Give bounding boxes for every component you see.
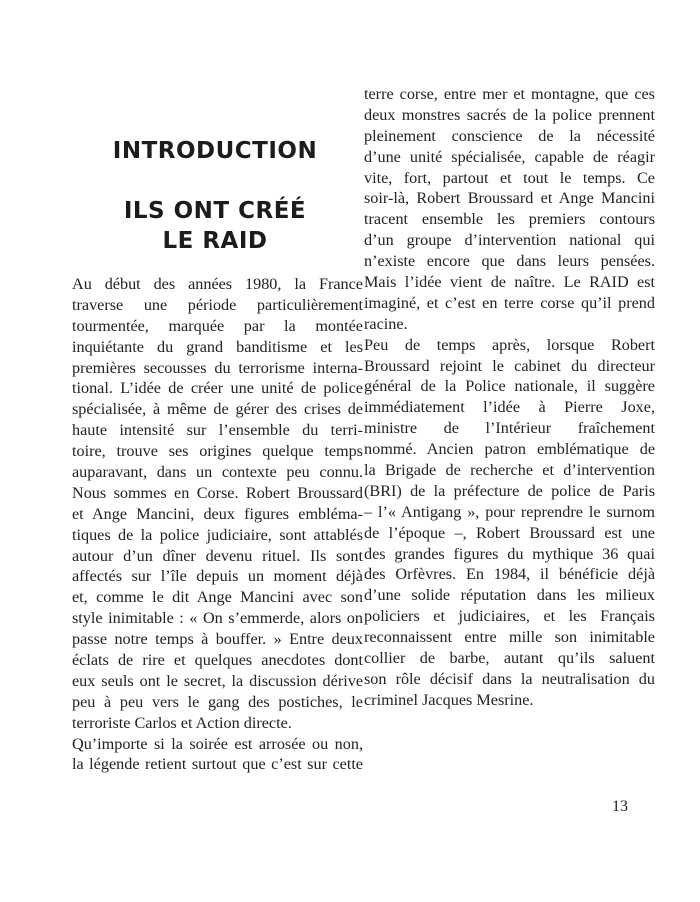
text-line: peu à peu vers le gang des postiches, le xyxy=(72,692,363,711)
text-line: et Ange Mancini, deux figures embléma- xyxy=(72,504,363,523)
text-line: passe notre temps à bouffer. » Entre deux xyxy=(72,630,363,649)
text-line: racine. xyxy=(364,314,408,333)
text-line: haute intensité sur l’ensemble du terri- xyxy=(72,421,363,440)
text-line: et, comme le dit Ange Mancini avec son xyxy=(72,588,363,607)
left-column-text xyxy=(72,274,363,775)
text-line: imaginé, et c’est en terre corse qu’il prend xyxy=(364,293,655,312)
text-line: Peu de temps après, lorsque Robert xyxy=(364,335,655,354)
chapter-label: INTRODUCTION xyxy=(112,138,318,164)
text-line: deux monstres sacrés de la police prennent xyxy=(364,105,655,124)
text-line: d’un groupe d’intervention national qui xyxy=(364,231,655,250)
text-line: soir-là, Robert Broussard et Ange Mancini xyxy=(364,189,655,208)
text-line: la Brigade de recherche et d’intervention xyxy=(364,461,655,480)
text-line: autour d’un dîner devenu rituel. Ils sont xyxy=(72,546,363,565)
text-line: tiques de la police judiciaire, sont attablés xyxy=(72,525,363,544)
text-line: terre corse, entre mer et montagne, que ces xyxy=(364,85,655,103)
text-line: d’une solide réputation dans les milieux xyxy=(364,586,655,605)
text-line: – l’« Antigang », pour reprendre le surnom xyxy=(364,502,655,521)
text-line: tional. L’idée de créer une unité de police xyxy=(72,379,363,398)
text-line: terroriste Carlos et Action directe. xyxy=(72,713,292,732)
text-line: n’existe encore que dans leurs pensées. xyxy=(364,252,655,271)
text-line: son rôle décisif dans la neutralisation du xyxy=(364,669,655,688)
chapter-title-line: LE RAID xyxy=(162,228,268,254)
text-line: policiers et judiciaires, et les Français xyxy=(364,607,655,626)
text-line: général de la Police nationale, il suggère xyxy=(364,377,655,396)
right-column-text xyxy=(364,84,655,711)
text-line: criminel Jacques Mesrine. xyxy=(364,690,534,709)
text-line: vite, fort, partout et tout le temps. Ce xyxy=(364,168,655,187)
text-line: collier de barbe, autant qu’ils saluent xyxy=(364,649,655,668)
text-line: Broussard rejoint le cabinet du directeur xyxy=(364,356,655,375)
text-line: auparavant, dans un contexte peu connu. xyxy=(72,463,363,482)
text-line: spécialisée, à même de gérer des crises de xyxy=(72,400,363,419)
text-line: (BRI) de la préfecture de police de Paris xyxy=(364,481,655,500)
text-line: de l’époque –, Robert Broussard est une xyxy=(364,523,655,542)
text-line: d’une unité spécialisée, capable de réagir xyxy=(364,147,655,166)
text-line: eux seuls ont le secret, la discussion dérive xyxy=(72,671,363,690)
text-line: Au début des années 1980, la France xyxy=(72,275,363,293)
text-line: style inimitable : « On s’emmerde, alors on xyxy=(72,609,363,628)
text-line: toire, trouve ses origines quelque temps xyxy=(72,442,363,461)
page-number: 13 xyxy=(612,798,628,815)
text-line: tracent ensemble les premiers contours xyxy=(364,210,655,229)
text-line: affectés sur l’île depuis un moment déjà xyxy=(72,567,363,586)
text-line: inquiétante du grand banditisme et les xyxy=(72,337,363,356)
text-line: traverse une période particulièrement xyxy=(72,295,363,314)
text-line: immédiatement l’idée à Pierre Joxe, xyxy=(364,398,655,417)
text-line: éclats de rire et quelques anecdotes dont xyxy=(72,651,363,670)
text-line: Nous sommes en Corse. Robert Broussard xyxy=(72,483,363,502)
text-line: nommé. Ancien patron emblématique de xyxy=(364,440,655,459)
chapter-title-line: ILS ONT CRÉÉ xyxy=(123,198,307,224)
text-line: tourmentée, marquée par la montée xyxy=(72,316,363,335)
text-line: premières secousses du terrorisme interna- xyxy=(72,358,363,377)
text-line: Qu’importe si la soirée est arrosée ou non, xyxy=(72,734,363,753)
text-line: Mais l’idée vient de naître. Le RAID est xyxy=(364,273,655,292)
text-line: pleinement conscience de la nécessité xyxy=(364,126,655,145)
text-line: ministre de l’Intérieur fraîchement xyxy=(364,419,655,438)
text-line: des grandes figures du mythique 36 quai xyxy=(364,544,655,563)
text-line: la légende retient surtout que c’est sur cette xyxy=(72,755,363,774)
chapter-title xyxy=(70,196,360,256)
text-line: des Orfèvres. En 1984, il bénéficie déjà xyxy=(364,565,655,584)
text-line: reconnaissent entre mille son inimitable xyxy=(364,628,655,647)
